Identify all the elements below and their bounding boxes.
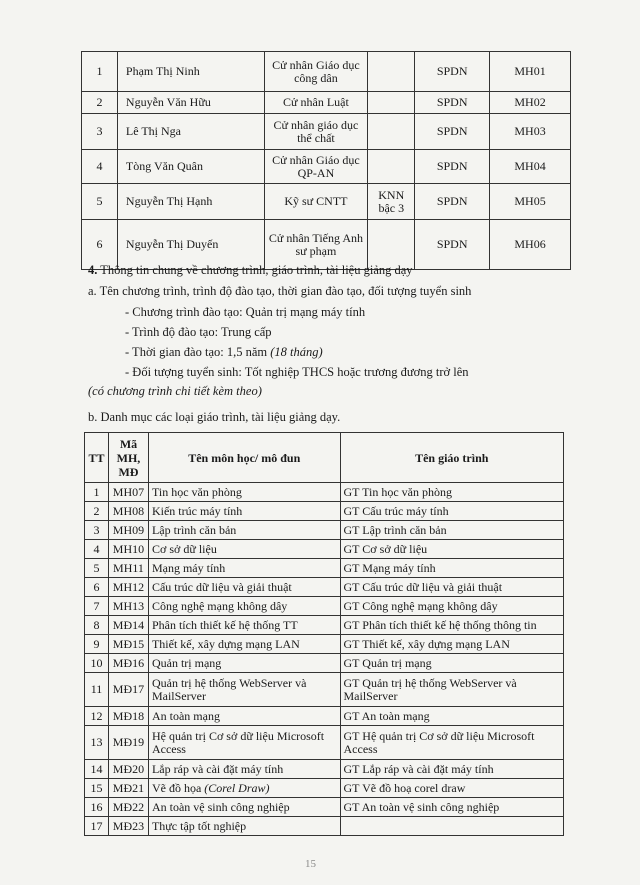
row-textbook-text: GT Cấu trúc dữ liệu và giải thuật <box>343 579 503 594</box>
table-header-row <box>85 433 564 483</box>
row-tt-text: 3 <box>93 522 100 537</box>
row-tt-text: 1 <box>93 484 100 499</box>
table-row <box>85 597 564 616</box>
row-code <box>108 559 148 578</box>
row-textbook-text: GT Tin học văn phòng <box>343 484 452 499</box>
row-tt-text: 6 <box>93 579 100 594</box>
table-row <box>85 726 564 760</box>
row-code-text: MĐ22 <box>112 799 145 814</box>
row-subject-text: Mạng máy tính <box>151 560 226 575</box>
row-textbook <box>340 502 563 521</box>
row-tt <box>85 673 109 707</box>
staff-role: SPDN <box>415 220 490 270</box>
row-textbook <box>340 779 563 798</box>
row-tt <box>85 559 109 578</box>
table-row <box>85 578 564 597</box>
row-tt <box>85 578 109 597</box>
row-tt <box>85 483 109 502</box>
staff-qualification: Cử nhân Luật <box>264 92 368 114</box>
row-subject-text: Cấu trúc dữ liệu và giải thuật <box>151 579 292 594</box>
row-code <box>108 817 148 836</box>
row-code <box>108 707 148 726</box>
row-textbook-text: GT An toàn mạng <box>343 708 430 723</box>
row-textbook-text: GT Quản trị hệ thống WebServer và MailServer <box>343 675 517 703</box>
row-subject-italic: (Corel Draw) <box>204 780 270 795</box>
curriculum-body <box>85 483 564 836</box>
row-textbook <box>340 760 563 779</box>
row-tt <box>85 817 109 836</box>
row-tt <box>85 779 109 798</box>
row-textbook <box>340 483 563 502</box>
level-line: - Trình độ đào tạo: Trung cấp <box>125 325 272 339</box>
table-row <box>82 114 571 150</box>
section-4-number: 4. <box>88 263 98 277</box>
row-subject <box>148 483 340 502</box>
row-textbook-text: GT Cơ sở dữ liệu <box>343 541 428 556</box>
row-subject-text: Cơ sở dữ liệu <box>151 541 217 556</box>
row-textbook-text: GT Lắp ráp và cài đặt máy tính <box>343 761 494 776</box>
row-code-text: MĐ18 <box>112 708 145 723</box>
table-row <box>85 673 564 707</box>
row-subject <box>148 673 340 707</box>
row-tt-text: 10 <box>90 655 103 670</box>
row-tt <box>85 707 109 726</box>
row-textbook <box>340 521 563 540</box>
table-row <box>85 760 564 779</box>
row-code <box>108 673 148 707</box>
row-tt-text: 7 <box>93 598 100 613</box>
table-row <box>85 707 564 726</box>
row-tt <box>85 597 109 616</box>
staff-name: Nguyễn Thị Hạnh <box>117 184 264 220</box>
table-row <box>82 184 571 220</box>
staff-role: SPDN <box>415 52 490 92</box>
row-textbook <box>340 540 563 559</box>
row-subject <box>148 635 340 654</box>
row-subject <box>148 578 340 597</box>
row-subject-text: Quản trị mạng <box>151 655 222 670</box>
table-row <box>85 502 564 521</box>
table-row <box>82 52 571 92</box>
row-tt-text: 12 <box>90 708 103 723</box>
row-textbook-text: GT Quản trị mạng <box>343 655 432 670</box>
row-subject <box>148 540 340 559</box>
table-row <box>85 521 564 540</box>
row-textbook-text: GT Lập trình căn bản <box>343 522 447 537</box>
table-row <box>85 616 564 635</box>
duration-months: (18 tháng) <box>270 345 323 359</box>
row-textbook <box>340 707 563 726</box>
row-tt <box>85 540 109 559</box>
row-code <box>108 502 148 521</box>
row-subject <box>148 502 340 521</box>
row-subject-text: Công nghệ mạng không dây <box>151 598 288 613</box>
table-row <box>85 817 564 836</box>
row-code-text: MH12 <box>112 579 145 594</box>
row-tt <box>85 502 109 521</box>
row-tt <box>85 521 109 540</box>
table-row <box>82 150 571 184</box>
header-tt: TT <box>85 433 109 483</box>
row-tt <box>85 616 109 635</box>
row-code <box>108 540 148 559</box>
staff-extra <box>368 150 415 184</box>
row-subject-text: Tin học văn phòng <box>151 484 242 499</box>
staff-role: SPDN <box>415 184 490 220</box>
staff-qualification: Cử nhân giáo dục thể chất <box>264 114 368 150</box>
row-code-text: MĐ15 <box>112 636 145 651</box>
staff-role: SPDN <box>415 150 490 184</box>
row-code-text: MĐ17 <box>112 682 145 696</box>
row-textbook-text: GT Hệ quản trị Cơ sở dữ liệu Microsoft Access <box>343 728 535 756</box>
row-subject-text: An toàn mạng <box>151 708 220 723</box>
row-subject <box>148 597 340 616</box>
row-code-text: MĐ20 <box>112 761 145 776</box>
row-code <box>108 597 148 616</box>
row-textbook <box>340 817 563 836</box>
detail-note: (có chương trình chi tiết kèm theo) <box>88 384 262 398</box>
table-row <box>85 654 564 673</box>
row-textbook-text: GT Mạng máy tính <box>343 560 436 575</box>
row-code-text: MH09 <box>112 522 145 537</box>
staff-extra <box>368 52 415 92</box>
header-code-line: MĐ <box>118 464 139 479</box>
staff-name: Phạm Thị Ninh <box>117 52 264 92</box>
table-row <box>82 220 571 270</box>
row-tt-text: 15 <box>90 780 103 795</box>
row-subject <box>148 616 340 635</box>
staff-qualification: Cử nhân Giáo dục QP-AN <box>264 150 368 184</box>
row-textbook <box>340 798 563 817</box>
header-subject: Tên môn học/ mô đun <box>148 433 340 483</box>
staff-code: MH06 <box>490 220 571 270</box>
row-subject <box>148 817 340 836</box>
table-row <box>85 483 564 502</box>
row-textbook <box>340 597 563 616</box>
row-tt <box>85 654 109 673</box>
row-textbook-text: GT Thiết kế, xây dựng mạng LAN <box>343 636 510 651</box>
row-textbook-text: GT Cấu trúc máy tính <box>343 503 449 518</box>
table-row <box>82 92 571 114</box>
staff-name: Nguyễn Văn Hữu <box>117 92 264 114</box>
row-tt-text: 16 <box>90 799 103 814</box>
row-code-text: MĐ23 <box>112 818 145 833</box>
row-subject-text: Quản trị hệ thống WebServer và MailServer <box>151 675 307 703</box>
row-textbook <box>340 578 563 597</box>
staff-tt: 6 <box>82 220 118 270</box>
table-row <box>85 635 564 654</box>
header-code <box>108 433 148 483</box>
duration-text: - Thời gian đào tạo: 1,5 năm <box>125 345 271 359</box>
row-tt-text: 4 <box>93 541 100 556</box>
row-code <box>108 616 148 635</box>
row-code <box>108 578 148 597</box>
target-line: - Đối tượng tuyển sinh: Tốt nghiệp THCS hoặc trương đương trở lên <box>125 365 469 379</box>
table-row <box>85 559 564 578</box>
row-subject <box>148 779 340 798</box>
staff-code: MH02 <box>490 92 571 114</box>
row-subject <box>148 760 340 779</box>
row-subject-text: Lập trình căn bản <box>151 522 237 537</box>
staff-extra <box>368 92 415 114</box>
staff-code: MH01 <box>490 52 571 92</box>
table-row <box>85 540 564 559</box>
row-code-text: MĐ16 <box>112 655 145 670</box>
row-tt-text: 14 <box>90 761 103 776</box>
row-subject-text: Thực tập tốt nghiệp <box>151 818 247 833</box>
staff-extra: KNN bậc 3 <box>368 184 415 220</box>
row-textbook-text: GT Vẽ đồ hoạ corel draw <box>343 780 466 795</box>
staff-qualification: Cử nhân Giáo dục công dân <box>264 52 368 92</box>
row-textbook <box>340 559 563 578</box>
staff-qualification: Cử nhân Tiếng Anh sư phạm <box>264 220 368 270</box>
row-tt-text: 9 <box>93 636 100 651</box>
row-code-text: MH13 <box>112 598 145 613</box>
row-subject-text: An toàn vệ sinh công nghiệp <box>151 799 290 814</box>
row-textbook <box>340 726 563 760</box>
staff-table <box>81 51 571 270</box>
row-code <box>108 521 148 540</box>
row-code-text: MĐ21 <box>112 780 145 795</box>
header-code-line: MH, <box>116 450 141 465</box>
row-textbook <box>340 673 563 707</box>
row-tt-text: 2 <box>93 503 100 518</box>
row-subject-text: Hệ quản trị Cơ sở dữ liệu Microsoft Access <box>151 728 325 756</box>
section-4-heading <box>88 263 413 278</box>
row-tt-text: 11 <box>90 682 103 696</box>
section-b-title: b. Danh mục các loại giáo trình, tài liệu giảng dạy. <box>88 410 341 424</box>
row-subject-text: Lắp ráp và cài đặt máy tính <box>151 761 284 776</box>
row-subject <box>148 726 340 760</box>
row-tt <box>85 635 109 654</box>
row-subject <box>148 798 340 817</box>
curriculum-table <box>84 432 564 836</box>
row-code-text: MĐ14 <box>112 617 145 632</box>
staff-code: MH04 <box>490 150 571 184</box>
header-textbook: Tên giáo trình <box>340 433 563 483</box>
row-tt-text: 5 <box>93 560 100 575</box>
row-tt <box>85 798 109 817</box>
row-code-text: MH11 <box>113 560 144 575</box>
row-code <box>108 654 148 673</box>
row-code <box>108 779 148 798</box>
section-4-heading-text: Thông tin chung về chương trình, giáo trình, tài liệu giảng dạy <box>97 263 413 277</box>
staff-code: MH03 <box>490 114 571 150</box>
row-code-text: MĐ19 <box>112 735 145 749</box>
row-textbook-text: GT Phân tích thiết kế hệ thống thông tin <box>343 617 537 632</box>
row-code <box>108 635 148 654</box>
row-code-text: MH10 <box>112 541 145 556</box>
staff-name: Tòng Văn Quân <box>117 150 264 184</box>
row-textbook <box>340 616 563 635</box>
page-number: 15 <box>305 858 316 870</box>
staff-code: MH05 <box>490 184 571 220</box>
row-code-text: MH08 <box>112 503 145 518</box>
staff-extra <box>368 114 415 150</box>
row-textbook <box>340 654 563 673</box>
row-textbook-text: GT Công nghệ mạng không dây <box>343 598 498 613</box>
section-a-title: a. Tên chương trình, trình độ đào tạo, thời gian đào tạo, đối tượng tuyển sinh <box>88 284 472 298</box>
row-tt-text: 8 <box>93 617 100 632</box>
row-code <box>108 483 148 502</box>
duration-line <box>125 345 323 360</box>
staff-qualification: Kỹ sư CNTT <box>264 184 368 220</box>
staff-tt: 2 <box>82 92 118 114</box>
row-subject-text: Vẽ đồ họa <box>151 780 205 795</box>
row-subject-text: Thiết kế, xây dựng mạng LAN <box>151 636 300 651</box>
row-textbook-text: GT An toàn vệ sinh công nghiệp <box>343 799 500 814</box>
row-code <box>108 726 148 760</box>
row-code <box>108 798 148 817</box>
header-code-line: Mã <box>119 436 138 451</box>
row-subject-text: Kiến trúc máy tính <box>151 503 243 518</box>
row-subject-text: Phân tích thiết kế hệ thống TT <box>151 617 298 632</box>
program-line: - Chương trình đào tạo: Quản trị mạng máy tính <box>125 305 366 319</box>
table-row <box>85 798 564 817</box>
staff-tt: 1 <box>82 52 118 92</box>
row-subject <box>148 707 340 726</box>
staff-tt: 4 <box>82 150 118 184</box>
row-tt <box>85 760 109 779</box>
row-tt <box>85 726 109 760</box>
row-code <box>108 760 148 779</box>
row-code-text: MH07 <box>112 484 145 499</box>
staff-extra <box>368 220 415 270</box>
staff-role: SPDN <box>415 92 490 114</box>
row-subject <box>148 654 340 673</box>
row-tt-text: 17 <box>90 818 103 833</box>
row-textbook <box>340 635 563 654</box>
row-tt-text: 13 <box>90 735 103 749</box>
staff-tt: 5 <box>82 184 118 220</box>
staff-tt: 3 <box>82 114 118 150</box>
table-row <box>85 779 564 798</box>
staff-role: SPDN <box>415 114 490 150</box>
row-subject <box>148 559 340 578</box>
row-subject <box>148 521 340 540</box>
staff-name: Lê Thị Nga <box>117 114 264 150</box>
staff-name: Nguyễn Thị Duyến <box>117 220 264 270</box>
